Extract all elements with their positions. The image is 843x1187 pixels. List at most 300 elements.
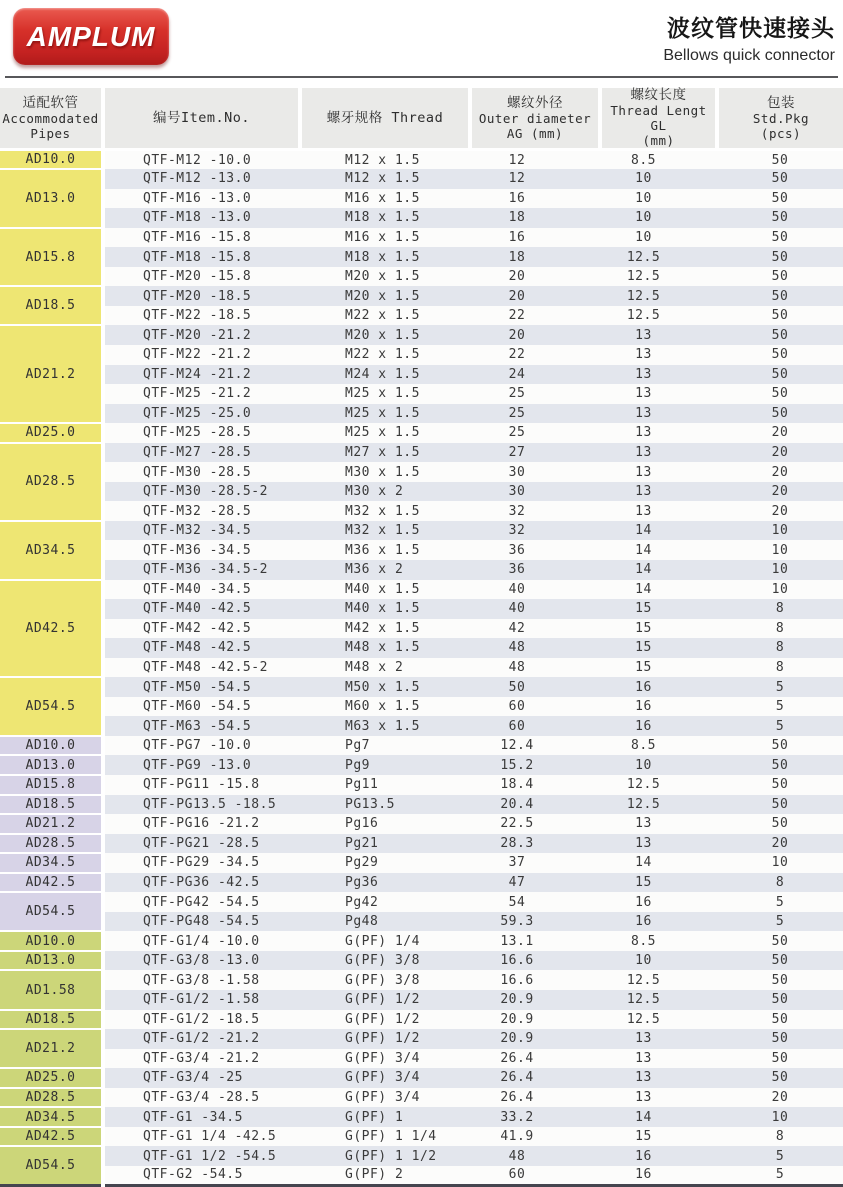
- pipe-group-cell: AD21.2: [0, 325, 103, 423]
- page-title-chinese: 波纹管快速接头: [667, 15, 835, 41]
- thread-cell: M25 x 1.5: [300, 384, 470, 404]
- thread-cell: Pg16: [300, 814, 470, 834]
- pipe-group-cell: AD10.0: [0, 150, 103, 170]
- item-no-cell: QTF-M16 -13.0: [103, 189, 300, 209]
- thread-length-cell: 13: [600, 834, 717, 854]
- thread-length-cell: 15: [600, 658, 717, 678]
- item-no-cell: QTF-PG9 -13.0: [103, 755, 300, 775]
- pkg-cell: 8: [717, 873, 843, 893]
- thread-cell: M48 x 2: [300, 658, 470, 678]
- pkg-cell: 50: [717, 345, 843, 365]
- outer-diameter-cell: 16: [470, 228, 600, 248]
- pkg-cell: 50: [717, 1049, 843, 1069]
- item-no-cell: QTF-M36 -34.5: [103, 540, 300, 560]
- thread-cell: M20 x 1.5: [300, 267, 470, 287]
- item-no-cell: QTF-G3/4 -25: [103, 1068, 300, 1088]
- outer-diameter-cell: 48: [470, 658, 600, 678]
- outer-diameter-cell: 12.4: [470, 736, 600, 756]
- pipe-group-cell: AD34.5: [0, 521, 103, 580]
- thread-cell: M50 x 1.5: [300, 677, 470, 697]
- thread-length-cell: 13: [600, 1088, 717, 1108]
- table-row: [0, 286, 843, 306]
- thread-cell: G(PF) 3/4: [300, 1068, 470, 1088]
- table-row: [0, 599, 843, 619]
- thread-length-cell: 16: [600, 677, 717, 697]
- outer-diameter-cell: 54: [470, 892, 600, 912]
- pipe-group-cell: AD21.2: [0, 1029, 103, 1068]
- thread-cell: Pg21: [300, 834, 470, 854]
- thread-length-cell: 12.5: [600, 1010, 717, 1030]
- table-row: [0, 580, 843, 600]
- thread-length-cell: 10: [600, 951, 717, 971]
- outer-diameter-cell: 20.4: [470, 795, 600, 815]
- pipe-group-cell: AD13.0: [0, 755, 103, 775]
- table-row: [0, 814, 843, 834]
- outer-diameter-cell: 41.9: [470, 1127, 600, 1147]
- thread-cell: G(PF) 1/2: [300, 1029, 470, 1049]
- pkg-cell: 50: [717, 189, 843, 209]
- thread-cell: G(PF) 1: [300, 1107, 470, 1127]
- table-row: [0, 462, 843, 482]
- pkg-cell: 50: [717, 814, 843, 834]
- thread-cell: G(PF) 1 1/2: [300, 1146, 470, 1166]
- outer-diameter-cell: 59.3: [470, 912, 600, 932]
- table-row: [0, 658, 843, 678]
- pipe-group-cell: AD18.5: [0, 286, 103, 325]
- thread-cell: M25 x 1.5: [300, 423, 470, 443]
- thread-cell: G(PF) 3/8: [300, 951, 470, 971]
- logo-text: AMPLUM: [26, 20, 156, 52]
- item-no-cell: QTF-M20 -15.8: [103, 267, 300, 287]
- table-row: [0, 795, 843, 815]
- table-row: [0, 697, 843, 717]
- col-header-outer-diameter: 螺纹外径 Outer diameter AG (mm): [470, 88, 600, 150]
- table-row: [0, 423, 843, 443]
- thread-length-cell: 13: [600, 365, 717, 385]
- pkg-cell: 10: [717, 540, 843, 560]
- outer-diameter-cell: 37: [470, 853, 600, 873]
- item-no-cell: QTF-M22 -18.5: [103, 306, 300, 326]
- item-no-cell: QTF-PG16 -21.2: [103, 814, 300, 834]
- thread-cell: PG13.5: [300, 795, 470, 815]
- item-no-cell: QTF-G1 -34.5: [103, 1107, 300, 1127]
- table-row: [0, 736, 843, 756]
- pipe-group-cell: AD42.5: [0, 873, 103, 893]
- table-row: [0, 443, 843, 463]
- pipe-group-cell: AD10.0: [0, 931, 103, 951]
- pkg-cell: 50: [717, 951, 843, 971]
- table-row: [0, 873, 843, 893]
- pkg-cell: 8: [717, 1127, 843, 1147]
- page-title-block: [663, 10, 835, 65]
- pkg-cell: 50: [717, 1068, 843, 1088]
- pkg-cell: 50: [717, 1029, 843, 1049]
- outer-diameter-cell: 30: [470, 482, 600, 502]
- item-no-cell: QTF-PG42 -54.5: [103, 892, 300, 912]
- thread-cell: M40 x 1.5: [300, 580, 470, 600]
- pkg-cell: 8: [717, 619, 843, 639]
- pkg-cell: 5: [717, 677, 843, 697]
- page-title-english: Bellows quick connector: [663, 47, 835, 64]
- outer-diameter-cell: 30: [470, 462, 600, 482]
- col-header-std-pkg: 包装 Std.Pkg (pcs): [717, 88, 843, 150]
- table-row: [0, 404, 843, 424]
- thread-cell: G(PF) 2: [300, 1166, 470, 1186]
- thread-cell: M36 x 2: [300, 560, 470, 580]
- thread-cell: M30 x 2: [300, 482, 470, 502]
- thread-cell: M16 x 1.5: [300, 189, 470, 209]
- spec-table: [0, 88, 843, 1187]
- pkg-cell: 50: [717, 208, 843, 228]
- table-row: [0, 1010, 843, 1030]
- item-no-cell: QTF-M36 -34.5-2: [103, 560, 300, 580]
- outer-diameter-cell: 48: [470, 1146, 600, 1166]
- pkg-cell: 50: [717, 150, 843, 170]
- item-no-cell: QTF-M40 -34.5: [103, 580, 300, 600]
- thread-length-cell: 10: [600, 208, 717, 228]
- col-header-item-no: 编号Item.No.: [103, 88, 300, 150]
- outer-diameter-cell: 22.5: [470, 814, 600, 834]
- amplum-logo: [13, 8, 169, 65]
- outer-diameter-cell: 36: [470, 540, 600, 560]
- thread-cell: G(PF) 3/4: [300, 1088, 470, 1108]
- item-no-cell: QTF-G1/2 -18.5: [103, 1010, 300, 1030]
- thread-cell: M20 x 1.5: [300, 286, 470, 306]
- table-row: [0, 228, 843, 248]
- pkg-cell: 10: [717, 1107, 843, 1127]
- item-no-cell: QTF-M25 -28.5: [103, 423, 300, 443]
- pkg-cell: 50: [717, 365, 843, 385]
- item-no-cell: QTF-M48 -42.5-2: [103, 658, 300, 678]
- pkg-cell: 5: [717, 1166, 843, 1186]
- table-row: [0, 540, 843, 560]
- outer-diameter-cell: 20: [470, 325, 600, 345]
- pkg-cell: 5: [717, 716, 843, 736]
- table-row: [0, 521, 843, 541]
- pipe-group-cell: AD25.0: [0, 423, 103, 443]
- outer-diameter-cell: 20.9: [470, 1029, 600, 1049]
- outer-diameter-cell: 26.4: [470, 1068, 600, 1088]
- outer-diameter-cell: 15.2: [470, 755, 600, 775]
- thread-length-cell: 12.5: [600, 247, 717, 267]
- pipe-group-cell: AD28.5: [0, 1088, 103, 1108]
- outer-diameter-cell: 13.1: [470, 931, 600, 951]
- table-row: [0, 1146, 843, 1166]
- thread-length-cell: 13: [600, 325, 717, 345]
- thread-cell: M30 x 1.5: [300, 462, 470, 482]
- pipe-group-cell: AD18.5: [0, 795, 103, 815]
- item-no-cell: QTF-M18 -15.8: [103, 247, 300, 267]
- pkg-cell: 8: [717, 599, 843, 619]
- outer-diameter-cell: 16: [470, 189, 600, 209]
- col-header-thread-length: 螺纹长度 Thread Lengt GL (mm): [600, 88, 717, 150]
- outer-diameter-cell: 40: [470, 599, 600, 619]
- pkg-cell: 50: [717, 775, 843, 795]
- pipe-group-cell: AD54.5: [0, 892, 103, 931]
- outer-diameter-cell: 42: [470, 619, 600, 639]
- thread-cell: Pg9: [300, 755, 470, 775]
- table-row: [0, 501, 843, 521]
- table-row: [0, 1029, 843, 1049]
- pkg-cell: 50: [717, 795, 843, 815]
- pipe-group-cell: AD21.2: [0, 814, 103, 834]
- outer-diameter-cell: 20: [470, 267, 600, 287]
- thread-length-cell: 15: [600, 873, 717, 893]
- thread-length-cell: 12.5: [600, 795, 717, 815]
- pkg-cell: 20: [717, 443, 843, 463]
- pkg-cell: 50: [717, 306, 843, 326]
- outer-diameter-cell: 60: [470, 697, 600, 717]
- col-header-thread: 螺牙规格 Thread: [300, 88, 470, 150]
- outer-diameter-cell: 33.2: [470, 1107, 600, 1127]
- pkg-cell: 10: [717, 521, 843, 541]
- table-row: [0, 775, 843, 795]
- item-no-cell: QTF-PG36 -42.5: [103, 873, 300, 893]
- pkg-cell: 20: [717, 834, 843, 854]
- outer-diameter-cell: 47: [470, 873, 600, 893]
- thread-cell: M42 x 1.5: [300, 619, 470, 639]
- item-no-cell: QTF-M30 -28.5-2: [103, 482, 300, 502]
- pipe-group-cell: AD13.0: [0, 169, 103, 228]
- outer-diameter-cell: 16.6: [470, 970, 600, 990]
- item-no-cell: QTF-M50 -54.5: [103, 677, 300, 697]
- pipe-group-cell: AD28.5: [0, 443, 103, 521]
- outer-diameter-cell: 28.3: [470, 834, 600, 854]
- thread-length-cell: 8.5: [600, 736, 717, 756]
- pkg-cell: 10: [717, 580, 843, 600]
- pkg-cell: 50: [717, 228, 843, 248]
- pkg-cell: 20: [717, 1088, 843, 1108]
- thread-cell: M48 x 1.5: [300, 638, 470, 658]
- table-row: [0, 677, 843, 697]
- outer-diameter-cell: 26.4: [470, 1088, 600, 1108]
- pipe-group-cell: AD1.58: [0, 970, 103, 1009]
- table-row: [0, 1127, 843, 1147]
- thread-length-cell: 15: [600, 619, 717, 639]
- thread-cell: M18 x 1.5: [300, 208, 470, 228]
- item-no-cell: QTF-M20 -18.5: [103, 286, 300, 306]
- item-no-cell: QTF-G1/2 -21.2: [103, 1029, 300, 1049]
- thread-length-cell: 13: [600, 423, 717, 443]
- thread-length-cell: 10: [600, 169, 717, 189]
- table-row: [0, 384, 843, 404]
- thread-cell: Pg11: [300, 775, 470, 795]
- item-no-cell: QTF-G3/8 -1.58: [103, 970, 300, 990]
- thread-cell: M12 x 1.5: [300, 150, 470, 170]
- pkg-cell: 10: [717, 853, 843, 873]
- pipe-group-cell: AD42.5: [0, 1127, 103, 1147]
- thread-length-cell: 12.5: [600, 267, 717, 287]
- outer-diameter-cell: 27: [470, 443, 600, 463]
- thread-length-cell: 13: [600, 501, 717, 521]
- thread-length-cell: 13: [600, 482, 717, 502]
- item-no-cell: QTF-PG13.5 -18.5: [103, 795, 300, 815]
- table-header: [0, 88, 843, 150]
- thread-length-cell: 13: [600, 384, 717, 404]
- thread-cell: G(PF) 3/4: [300, 1049, 470, 1069]
- thread-length-cell: 12.5: [600, 990, 717, 1010]
- thread-cell: M25 x 1.5: [300, 404, 470, 424]
- item-no-cell: QTF-M27 -28.5: [103, 443, 300, 463]
- thread-length-cell: 14: [600, 560, 717, 580]
- item-no-cell: QTF-M30 -28.5: [103, 462, 300, 482]
- outer-diameter-cell: 26.4: [470, 1049, 600, 1069]
- pipe-group-cell: AD18.5: [0, 1010, 103, 1030]
- thread-cell: M60 x 1.5: [300, 697, 470, 717]
- table-row: [0, 716, 843, 736]
- outer-diameter-cell: 18.4: [470, 775, 600, 795]
- pkg-cell: 50: [717, 736, 843, 756]
- table-row: [0, 1107, 843, 1127]
- thread-cell: G(PF) 1/4: [300, 931, 470, 951]
- table-row: [0, 990, 843, 1010]
- table-row: [0, 1068, 843, 1088]
- header-divider: [5, 76, 838, 78]
- table-row: [0, 267, 843, 287]
- pkg-cell: 50: [717, 931, 843, 951]
- outer-diameter-cell: 22: [470, 306, 600, 326]
- outer-diameter-cell: 22: [470, 345, 600, 365]
- item-no-cell: QTF-M24 -21.2: [103, 365, 300, 385]
- thread-cell: M36 x 1.5: [300, 540, 470, 560]
- thread-length-cell: 14: [600, 853, 717, 873]
- thread-cell: M22 x 1.5: [300, 345, 470, 365]
- pkg-cell: 20: [717, 462, 843, 482]
- thread-cell: M27 x 1.5: [300, 443, 470, 463]
- thread-length-cell: 13: [600, 345, 717, 365]
- pipe-group-cell: AD34.5: [0, 853, 103, 873]
- pkg-cell: 50: [717, 267, 843, 287]
- thread-length-cell: 13: [600, 814, 717, 834]
- thread-length-cell: 13: [600, 462, 717, 482]
- item-no-cell: QTF-G1 1/2 -54.5: [103, 1146, 300, 1166]
- pkg-cell: 10: [717, 560, 843, 580]
- table-row: [0, 1088, 843, 1108]
- pkg-cell: 20: [717, 482, 843, 502]
- outer-diameter-cell: 18: [470, 247, 600, 267]
- thread-cell: M16 x 1.5: [300, 228, 470, 248]
- thread-cell: M63 x 1.5: [300, 716, 470, 736]
- spec-table-body: [0, 150, 843, 1186]
- item-no-cell: QTF-G3/4 -28.5: [103, 1088, 300, 1108]
- pkg-cell: 20: [717, 501, 843, 521]
- thread-cell: M32 x 1.5: [300, 501, 470, 521]
- table-row: [0, 834, 843, 854]
- pkg-cell: 5: [717, 892, 843, 912]
- thread-length-cell: 14: [600, 540, 717, 560]
- item-no-cell: QTF-M20 -21.2: [103, 325, 300, 345]
- item-no-cell: QTF-M60 -54.5: [103, 697, 300, 717]
- outer-diameter-cell: 32: [470, 521, 600, 541]
- thread-cell: Pg42: [300, 892, 470, 912]
- pkg-cell: 50: [717, 990, 843, 1010]
- outer-diameter-cell: 25: [470, 384, 600, 404]
- table-row: [0, 970, 843, 990]
- item-no-cell: QTF-M25 -21.2: [103, 384, 300, 404]
- outer-diameter-cell: 25: [470, 404, 600, 424]
- table-row: [0, 208, 843, 228]
- thread-length-cell: 14: [600, 1107, 717, 1127]
- thread-cell: G(PF) 1 1/4: [300, 1127, 470, 1147]
- thread-cell: G(PF) 1/2: [300, 1010, 470, 1030]
- table-row: [0, 755, 843, 775]
- outer-diameter-cell: 48: [470, 638, 600, 658]
- item-no-cell: QTF-M12 -13.0: [103, 169, 300, 189]
- pkg-cell: 20: [717, 423, 843, 443]
- table-row: [0, 345, 843, 365]
- item-no-cell: QTF-PG29 -34.5: [103, 853, 300, 873]
- thread-cell: Pg7: [300, 736, 470, 756]
- table-row: [0, 853, 843, 873]
- thread-cell: M24 x 1.5: [300, 365, 470, 385]
- outer-diameter-cell: 50: [470, 677, 600, 697]
- pipe-group-cell: AD15.8: [0, 775, 103, 795]
- outer-diameter-cell: 18: [470, 208, 600, 228]
- pipe-group-cell: AD15.8: [0, 228, 103, 287]
- thread-length-cell: 12.5: [600, 970, 717, 990]
- thread-length-cell: 15: [600, 1127, 717, 1147]
- item-no-cell: QTF-G3/8 -13.0: [103, 951, 300, 971]
- table-row: [0, 325, 843, 345]
- thread-cell: G(PF) 1/2: [300, 990, 470, 1010]
- pkg-cell: 50: [717, 384, 843, 404]
- thread-cell: Pg36: [300, 873, 470, 893]
- outer-diameter-cell: 20: [470, 286, 600, 306]
- item-no-cell: QTF-M40 -42.5: [103, 599, 300, 619]
- item-no-cell: QTF-PG48 -54.5: [103, 912, 300, 932]
- thread-cell: M32 x 1.5: [300, 521, 470, 541]
- pkg-cell: 50: [717, 286, 843, 306]
- thread-length-cell: 16: [600, 892, 717, 912]
- thread-length-cell: 8.5: [600, 150, 717, 170]
- thread-length-cell: 13: [600, 404, 717, 424]
- thread-length-cell: 16: [600, 697, 717, 717]
- pipe-group-cell: AD54.5: [0, 677, 103, 736]
- pkg-cell: 50: [717, 1010, 843, 1030]
- thread-length-cell: 13: [600, 1068, 717, 1088]
- pkg-cell: 8: [717, 658, 843, 678]
- table-row: [0, 638, 843, 658]
- item-no-cell: QTF-M32 -34.5: [103, 521, 300, 541]
- outer-diameter-cell: 60: [470, 716, 600, 736]
- pkg-cell: 50: [717, 970, 843, 990]
- thread-length-cell: 10: [600, 755, 717, 775]
- outer-diameter-cell: 60: [470, 1166, 600, 1186]
- pkg-cell: 50: [717, 755, 843, 775]
- outer-diameter-cell: 20.9: [470, 990, 600, 1010]
- outer-diameter-cell: 36: [470, 560, 600, 580]
- table-row: [0, 482, 843, 502]
- thread-cell: M22 x 1.5: [300, 306, 470, 326]
- thread-length-cell: 15: [600, 599, 717, 619]
- thread-length-cell: 15: [600, 638, 717, 658]
- pipe-group-cell: AD54.5: [0, 1146, 103, 1185]
- table-row: [0, 1166, 843, 1186]
- thread-length-cell: 10: [600, 189, 717, 209]
- item-no-cell: QTF-G1/2 -1.58: [103, 990, 300, 1010]
- pkg-cell: 50: [717, 325, 843, 345]
- item-no-cell: QTF-M32 -28.5: [103, 501, 300, 521]
- outer-diameter-cell: 25: [470, 423, 600, 443]
- table-row: [0, 306, 843, 326]
- pipe-group-cell: AD34.5: [0, 1107, 103, 1127]
- item-no-cell: QTF-M25 -25.0: [103, 404, 300, 424]
- thread-length-cell: 12.5: [600, 775, 717, 795]
- pipe-group-cell: AD10.0: [0, 736, 103, 756]
- pkg-cell: 50: [717, 247, 843, 267]
- outer-diameter-cell: 32: [470, 501, 600, 521]
- thread-length-cell: 13: [600, 443, 717, 463]
